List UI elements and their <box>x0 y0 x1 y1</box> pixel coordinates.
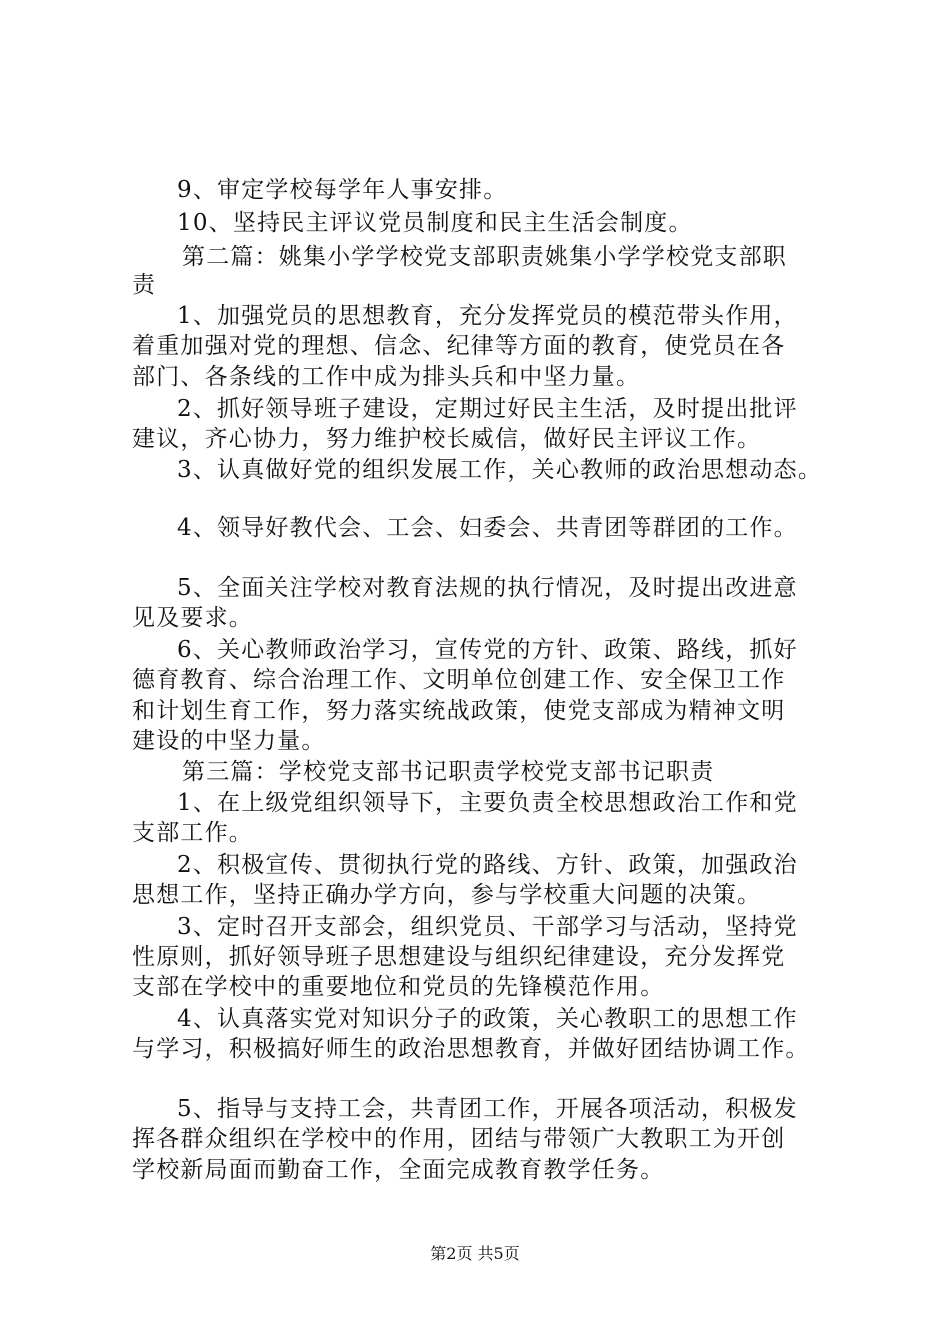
text-line: 着重加强对党的理想、信念、纪律等方面的教育，使党员在各 <box>132 333 786 359</box>
text-line: 与学习，积极搞好师生的政治思想教育，并做好团结协调工作。 <box>132 1036 810 1062</box>
text-line: 学校新局面而勤奋工作，全面完成教育教学任务。 <box>132 1157 665 1183</box>
text-line: 挥各群众组织在学校中的作用，团结与带领广大教职工为开创 <box>132 1126 786 1152</box>
text-line: 性原则，抓好领导班子思想建设与组织纪律建设，充分发挥党 <box>132 944 786 970</box>
text-line: 德育教育、综合治理工作、文明单位创建工作、安全保卫工作 <box>132 667 786 693</box>
text-line: 3、定时召开支部会，组织党员、干部学习与活动，坚持党 <box>177 914 798 940</box>
text-line: 见及要求。 <box>132 605 253 631</box>
text-line: 6、关心教师政治学习，宣传党的方针、政策、路线，抓好 <box>177 637 798 663</box>
text-line: 2、积极宣传、贯彻执行党的路线、方针、政策，加强政治 <box>177 852 798 878</box>
text-line: 9、审定学校每学年人事安排。 <box>177 177 508 203</box>
text-line: 1、在上级党组织领导下，主要负责全校思想政治工作和党 <box>177 790 798 816</box>
text-line: 建设的中坚力量。 <box>132 728 326 754</box>
section-heading: 第三篇：学校党支部书记职责学校党支部书记职责 <box>182 759 715 785</box>
text-line: 4、领导好教代会、工会、妇委会、共青团等群团的工作。 <box>177 515 798 541</box>
text-line: 3、认真做好党的组织发展工作，关心教师的政治思想动态。 <box>177 457 823 483</box>
text-line: 支部在学校中的重要地位和党员的先锋模范作用。 <box>132 974 665 1000</box>
text-line: 部门、各条线的工作中成为排头兵和中坚力量。 <box>132 364 641 390</box>
text-line: 和计划生育工作，努力落实统战政策，使党支部成为精神文明 <box>132 698 786 724</box>
section-heading: 责 <box>132 272 157 298</box>
text-line: 4、认真落实党对知识分子的政策，关心教职工的思想工作 <box>177 1006 798 1032</box>
text-line: 思想工作，坚持正确办学方向，参与学校重大问题的决策。 <box>132 882 762 908</box>
text-line: 2、抓好领导班子建设，定期过好民主生活，及时提出批评 <box>177 396 798 422</box>
text-line: 支部工作。 <box>132 820 253 846</box>
section-heading: 第二篇：姚集小学学校党支部职责姚集小学学校党支部职 <box>182 244 787 270</box>
text-line: 1、加强党员的思想教育，充分发挥党员的模范带头作用， <box>177 303 798 329</box>
text-line: 建议，齐心协力，努力维护校长威信，做好民主评议工作。 <box>132 426 762 452</box>
text-line: 5、全面关注学校对教育法规的执行情况，及时提出改进意 <box>177 575 798 601</box>
page-number-footer: 第2页 共5页 <box>430 1244 520 1263</box>
text-line: 10、坚持民主评议党员制度和民主生活会制度。 <box>177 210 693 236</box>
text-line: 5、指导与支持工会，共青团工作，开展各项活动，积极发 <box>177 1096 798 1122</box>
